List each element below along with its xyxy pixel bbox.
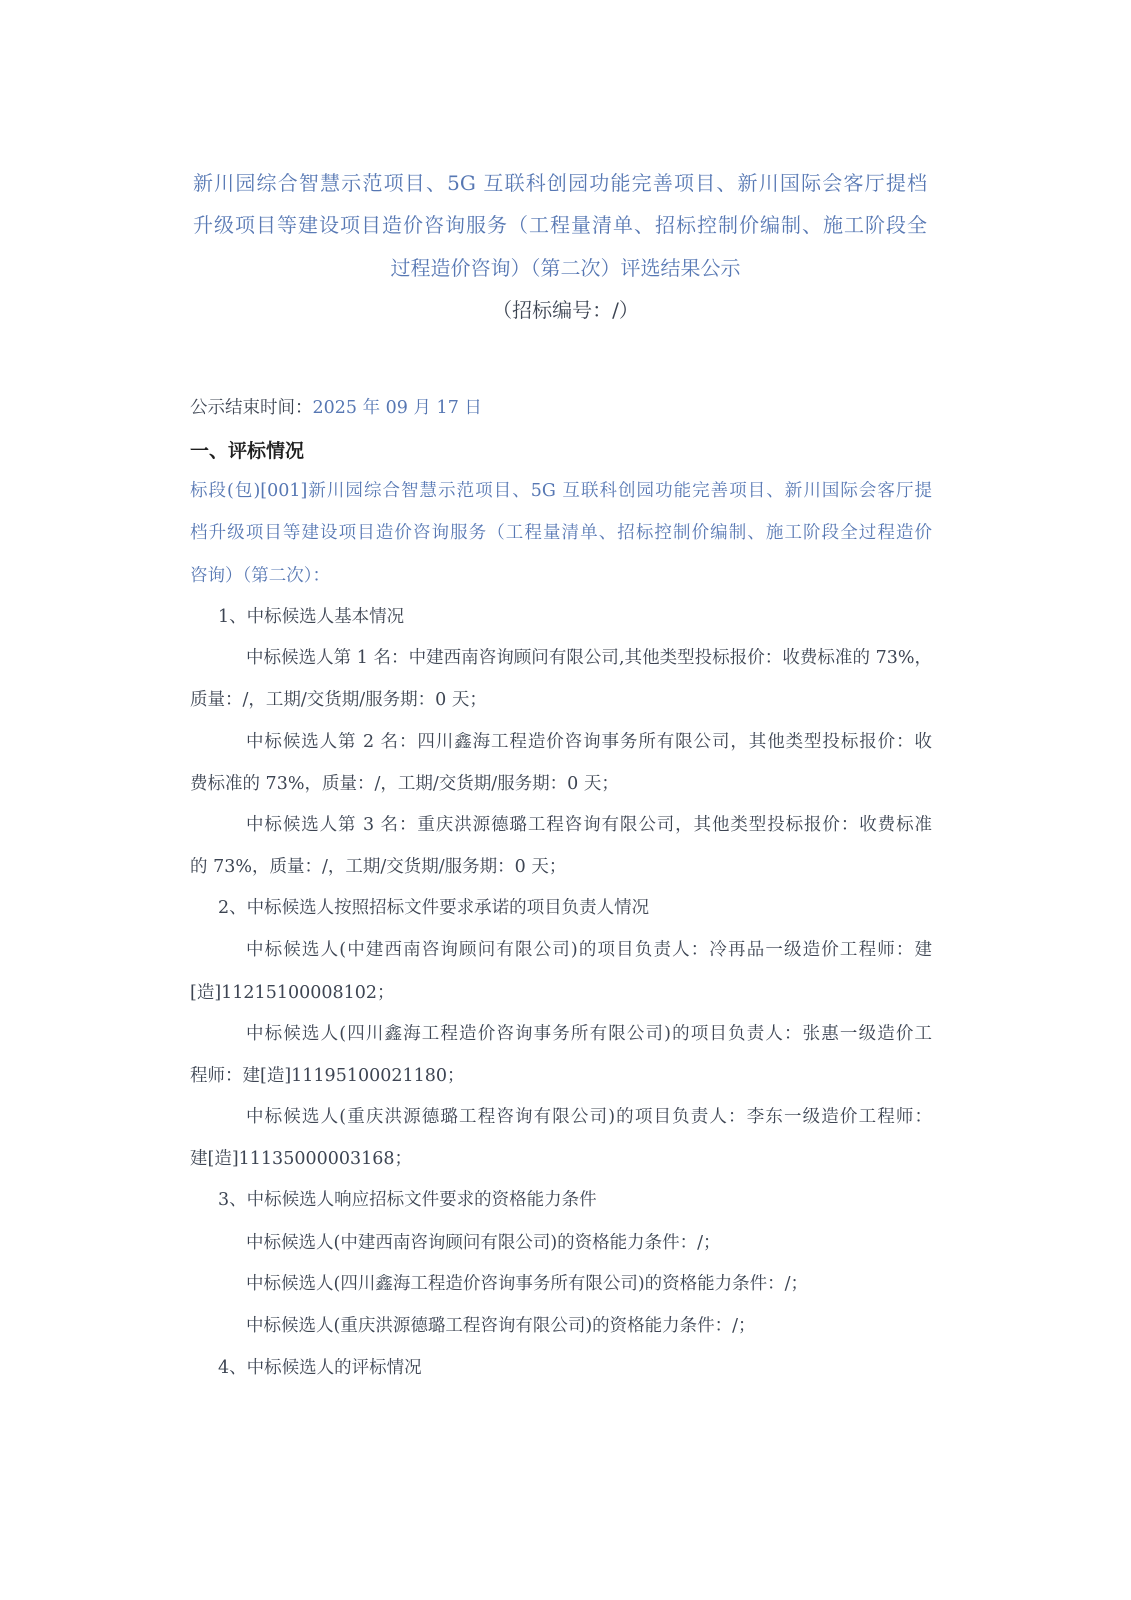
manager-3-line-1: 中标候选人(重庆洪源德璐工程咨询有限公司)的项目负责人：李东一级造价工程师： — [246, 1107, 932, 1127]
title-line-3: 过程造价咨询）（第二次）评选结果公示 — [390, 256, 741, 280]
candidate-1-line-1: 中标候选人第 1 名：中建西南咨询顾问有限公司,其他类型投标报价：收费标准的 73%， — [246, 648, 932, 668]
item3-heading: 3、中标候选人响应招标文件要求的资格能力条件 — [218, 1190, 597, 1210]
lot-line-1: 标段(包)[001]新川园综合智慧示范项目、5G 互联科创园功能完善项目、新川国际会客厅提 — [190, 481, 932, 501]
candidate-1-line-2: 质量：/，工期/交货期/服务期：0 天； — [190, 690, 487, 710]
lot-line-2: 档升级项目等建设项目造价咨询服务（工程量清单、招标控制价编制、施工阶段全过程造价 — [190, 523, 932, 543]
manager-1-line-2: [造]11215100008102； — [190, 983, 395, 1003]
item4-heading: 4、中标候选人的评标情况 — [218, 1358, 422, 1378]
lot-line-3: 咨询）（第二次）： — [190, 566, 330, 586]
manager-3-line-2: 建[造]11135000003168； — [190, 1149, 413, 1169]
manager-2-line-1: 中标候选人(四川鑫海工程造价咨询事务所有限公司)的项目负责人：张惠一级造价工 — [246, 1024, 932, 1044]
bid-number: （招标编号：/） — [492, 298, 639, 322]
candidate-3-line-1: 中标候选人第 3 名：重庆洪源德璐工程咨询有限公司，其他类型投标报价：收费标准 — [246, 815, 932, 835]
notice-end-time — [190, 387, 932, 429]
candidate-3-line-2: 的 73%，质量：/，工期/交货期/服务期：0 天； — [190, 857, 567, 877]
title-line-1: 新川园综合智慧示范项目、5G 互联科创园功能完善项目、新川国际会客厅提档 — [193, 171, 927, 195]
manager-1-line-1: 中标候选人(中建西南咨询顾问有限公司)的项目负责人：冷再品一级造价工程师：建 — [246, 940, 932, 960]
candidate-2-line-2: 费标准的 73%，质量：/，工期/交货期/服务期：0 天； — [190, 774, 619, 794]
notice-end-label: 公示结束时间： — [190, 398, 313, 418]
qualification-line-2: 中标候选人(四川鑫海工程造价咨询事务所有限公司)的资格能力条件：/； — [246, 1274, 809, 1294]
notice-end-date: 2025 年 09 月 17 日 — [312, 398, 482, 418]
candidate-2-line-1: 中标候选人第 2 名：四川鑫海工程造价咨询事务所有限公司，其他类型投标报价：收 — [246, 732, 932, 752]
manager-2-line-2: 程师：建[造]11195100021180； — [190, 1066, 465, 1086]
item1-heading: 1、中标候选人基本情况 — [218, 607, 405, 627]
item2-heading: 2、中标候选人按照招标文件要求承诺的项目负责人情况 — [218, 898, 650, 918]
qualification-line-1: 中标候选人(中建西南咨询顾问有限公司)的资格能力条件：/； — [246, 1233, 721, 1253]
section-heading-evaluation: 一、评标情况 — [190, 440, 305, 462]
title-line-2: 升级项目等建设项目造价咨询服务（工程量清单、招标控制价编制、施工阶段全 — [193, 213, 927, 237]
qualification-line-3: 中标候选人(重庆洪源德璐工程咨询有限公司)的资格能力条件：/； — [246, 1316, 756, 1336]
